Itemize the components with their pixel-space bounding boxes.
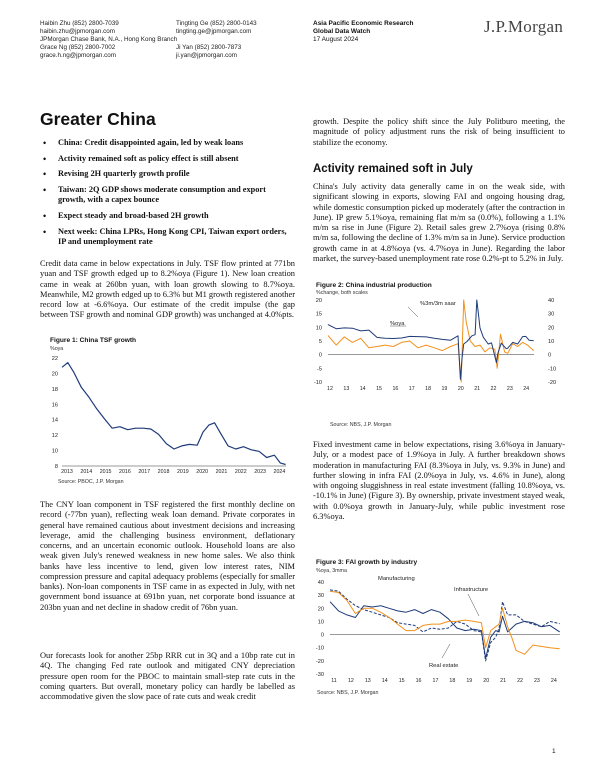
authors-col2 (176, 20, 257, 60)
series-line (328, 300, 534, 382)
x-tick-label: 17 (408, 386, 415, 392)
author-line: Haibin Zhu (852) 2800-7039 (40, 20, 119, 27)
y-tick-label: 30 (317, 593, 324, 600)
y-tick-label: 8 (54, 464, 58, 470)
figure-title: Figure 2: China industrial production (316, 282, 432, 289)
y-tick-label-left: -10 (313, 380, 322, 386)
page-number: 1 (552, 748, 556, 755)
x-tick-label: 13 (343, 386, 350, 392)
series-line (330, 591, 560, 654)
x-tick-label: 2022 (234, 469, 247, 475)
figure-subtitle: %oya, 3mma (316, 568, 347, 574)
list-item: • Activity remained soft as policy effect is still absent (40, 154, 295, 164)
figure-subtitle: %change, both scales (316, 290, 368, 296)
x-tick-label: 18 (449, 678, 456, 684)
y-tick-label: 10 (51, 448, 58, 455)
x-tick-label: 12 (347, 678, 354, 684)
y-tick-label-left: 5 (318, 339, 322, 345)
y-tick-label: -30 (315, 672, 324, 678)
x-tick-label: 15 (398, 678, 405, 684)
x-tick-label: 20 (483, 678, 490, 684)
fai-growth-chart (308, 574, 570, 696)
legend-label: %oya (390, 321, 405, 327)
list-item: • Expect steady and broad-based 2H growth (40, 211, 295, 221)
x-tick-label: 14 (359, 386, 366, 392)
x-tick-label: 17 (432, 678, 439, 684)
author-affiliation: JPMorgan Chase Bank, N.A., Hong Kong Branch (40, 36, 178, 43)
x-tick-label: 22 (490, 386, 497, 392)
y-tick-label: 20 (51, 371, 58, 378)
list-item: • Next week: China LPRs, Hong Kong CPI, Taiwan export orders, IP and unemployment rate (40, 227, 295, 247)
authors-col1 (40, 20, 177, 60)
y-tick-label: 14 (51, 417, 58, 424)
y-tick-label: 22 (51, 356, 58, 362)
author-affiliation (176, 36, 257, 44)
body-paragraph: Credit data came in below expectations in July. TSF flow printed at 771bn yuan and TSF growth edged up to 8.2%oya (Figure 1). New loan creation came in weak at 260bn yuan, with loan growth slowing to 8.7%oya. Meanwhile, M2 growth edged up to 6.3% but M1 growth registered another record low at -6.6%oya. Our estimate of the credit impulse (the gap between TSF growth and nominal GDP growth) was unchanged at 4.0%pts. (40, 259, 295, 320)
author-email[interactable]: ji.yan@jpmorgan.com (176, 52, 237, 59)
x-tick-label: 21 (474, 386, 481, 392)
body-paragraph: growth. Despite the policy shift since the July Politburo meeting, the magnitude of policy adjustment runs the risk of being insufficient to stabilize the economy. (313, 117, 565, 147)
y-tick-label: 16 (51, 402, 58, 409)
key-points-list (40, 138, 295, 253)
x-tick-label: 24 (523, 386, 530, 392)
figure-title: Figure 1: China TSF growth (50, 337, 137, 344)
x-tick-label: 11 (331, 678, 337, 684)
x-tick-label: 23 (533, 678, 540, 684)
x-tick-label: 2018 (157, 469, 170, 475)
x-tick-label: 19 (466, 678, 473, 684)
series-line (62, 363, 286, 465)
x-tick-label: 19 (441, 386, 448, 392)
annotation-label: Manufacturing (378, 576, 415, 582)
x-tick-label: 12 (327, 386, 333, 392)
x-tick-label: 2023 (254, 469, 267, 475)
annotation-leader (442, 644, 450, 658)
section-heading: Activity remained soft in July (313, 163, 473, 175)
y-tick-label-left: 0 (318, 352, 322, 359)
body-paragraph: The CNY loan component in TSF registered the first monthly decline on record (-77bn yuan), reflecting weak loan demand. Private corporates in general have remained cautious about investment decisions and increasing leverage, amid the challenging business environment, deflationary concerns, and an uncertain economic outlook. Household loans are also weak given July's renewed weakness in new home sales. We also think banks have less incentive to lend, given low interest rates, NIM compression pressure and capital adequacy problems (especially for smaller banks). Non-loan components in TSF came in as expected in July, with net government bond issuance at 691bn yuan, net corporate bond issuance at 203bn yuan and net decline in shadow credit of 76bn yuan. (40, 500, 295, 612)
y-tick-label-right: -20 (548, 380, 557, 386)
y-tick-label-right: -10 (548, 366, 557, 373)
x-tick-label: 2016 (119, 469, 131, 475)
body-paragraph: Fixed investment came in below expectations, rising 3.6%oya in January-July, or a modest pace of 1.9%oya in July. A further breakdown shows moderation in manufacturing FAI (8.3%oya in July, vs. 9.3% in June) and further slowing in infra FAI (2.0%oya in July, vs. 4.6% in June), along with ongoing sluggishness in real estate investment (falling 10.8%oya, vs. -10.1% in June) (Figure 3). By ownership, private investment stayed weak, with 0.0%oya growth in January-July, while public investment rose 6.3%oya. (313, 440, 565, 521)
figure-source: Source: NBS, J.P. Morgan (317, 690, 379, 696)
x-tick-label: 2019 (176, 469, 189, 475)
author-email[interactable]: tingting.ge@jpmorgan.com (176, 28, 252, 35)
figure-subtitle: %oya (50, 346, 64, 352)
legend-leader (408, 307, 418, 317)
x-tick-label: 2013 (61, 469, 73, 475)
x-tick-label: 20 (457, 386, 464, 392)
x-tick-label: 21 (500, 678, 507, 684)
y-tick-label-right: 40 (548, 298, 555, 304)
x-tick-label: 2020 (196, 469, 209, 475)
figure-title: Figure 3: FAI growth by industry (316, 559, 418, 566)
x-tick-label: 13 (364, 678, 371, 684)
x-tick-label: 2021 (215, 469, 228, 475)
y-tick-label: -10 (315, 645, 324, 652)
y-tick-label: 20 (317, 606, 324, 613)
body-paragraph: Our forecasts look for another 25bp RRR cut in 3Q and a 10bp rate cut in 4Q. The changing Fed rate outlook and mitigated CNY depreciation pressure open room for the PBOC to maintain small-step rate cuts in the coming quarters. But overall, monetary policy can hardly be labelled as accommodative given the slow pace of rate cuts and weak credit (40, 651, 295, 701)
figure-source: Source: NBS, J.P. Morgan (330, 422, 392, 428)
y-tick-label: 12 (51, 433, 58, 440)
legend-label: %3m/3m saar (420, 301, 456, 307)
publication-dept: Asia Pacific Economic Research (313, 20, 414, 27)
annotation-label: Infrastructure (454, 587, 489, 593)
y-tick-label: 0 (320, 632, 324, 639)
x-tick-label: 2014 (80, 469, 93, 475)
author-line: Grace Ng (852) 2800-7002 (40, 44, 116, 51)
y-tick-label-right: 20 (548, 325, 555, 332)
x-tick-label: 22 (517, 678, 523, 684)
y-tick-label: 18 (51, 386, 58, 393)
publication-name: Global Data Watch (313, 28, 371, 36)
author-line: Ji Yan (852) 2800-7873 (176, 44, 242, 51)
author-email[interactable]: haibin.zhu@jpmorgan.com (40, 28, 115, 35)
x-tick-label: 2017 (138, 469, 151, 475)
publication-date: 17 August 2024 (313, 36, 359, 44)
y-tick-label-left: 20 (315, 298, 322, 304)
series-line (330, 590, 560, 661)
tsf-growth-chart (40, 352, 290, 482)
list-item: • Revising 2H quarterly growth profile (40, 169, 295, 179)
x-tick-label: 18 (425, 386, 432, 392)
y-tick-label-left: -5 (317, 366, 322, 373)
brand-logo: J.P.Morgan (484, 17, 564, 36)
page-title: Greater China (40, 109, 156, 129)
x-tick-label: 16 (415, 678, 422, 684)
list-item: • China: Credit disappointed again, led by weak loans (40, 138, 295, 148)
y-tick-label: 40 (317, 580, 324, 586)
y-tick-label: -20 (315, 658, 324, 665)
y-tick-label-left: 15 (315, 311, 322, 318)
x-tick-label: 2015 (99, 469, 112, 475)
industrial-production-chart (308, 294, 570, 422)
y-tick-label: 10 (317, 619, 324, 626)
figure-source: Source: PBOC, J.P. Morgan (58, 479, 124, 485)
x-tick-label: 2024 (273, 469, 286, 475)
x-tick-label: 24 (550, 678, 557, 684)
y-tick-label-left: 10 (315, 325, 322, 332)
annotation-leader (468, 594, 479, 616)
x-tick-label: 14 (381, 678, 388, 684)
x-tick-label: 23 (506, 386, 513, 392)
x-tick-label: 16 (392, 386, 399, 392)
y-tick-label-right: 10 (548, 339, 555, 345)
body-paragraph: China's July activity data generally came in on the weak side, with significant slowing in exports, slowing FAI and ongoing housing drag, while domestic consumption picked up moderately (after the contraction in June). IP grew 5.1%oya, remaining flat m/m sa (0.0%), following a 1.1% m/m sa rise in June (Figure 2). Retail sales grew 2.7%oya (rising 0.8% m/m sa, following the decline of 1.3% m/m sa in June). Service production growth came in at 4.8%oya (vs. 4.7%oya in June). Regarding the labor market, the survey-based unemployment rate rose 0.2%-pt to 5.2% in July. (313, 182, 565, 263)
annotation-label: Real estate (429, 663, 459, 669)
y-tick-label-right: 30 (548, 311, 555, 318)
author-email[interactable]: grace.h.ng@jpmorgan.com (40, 52, 117, 59)
author-line: Tingting Ge (852) 2800-0143 (176, 20, 257, 27)
list-item: • Taiwan: 2Q GDP shows moderate consumption and export growth, with a capex bounce (40, 185, 295, 205)
y-tick-label-right: 0 (548, 352, 552, 359)
x-tick-label: 15 (376, 386, 383, 392)
series-line (330, 602, 560, 659)
publication-info (313, 20, 413, 45)
